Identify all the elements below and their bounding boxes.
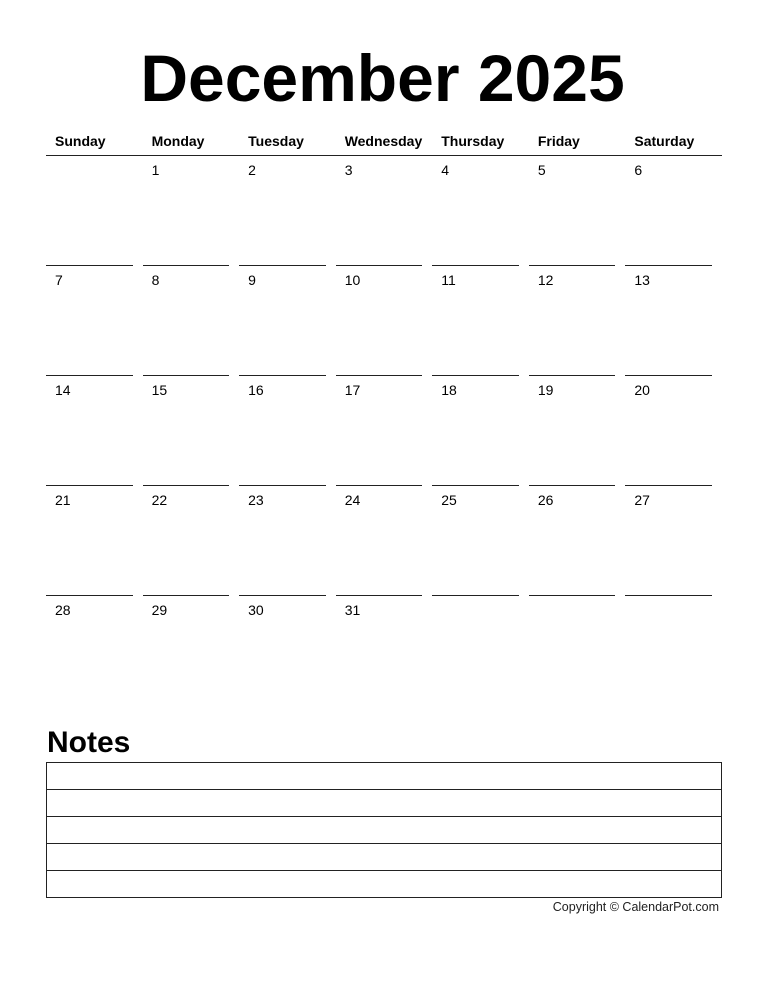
- day-cell: [625, 266, 722, 376]
- day-cell: [529, 156, 626, 266]
- day-number: 29: [151, 602, 168, 618]
- day-cell: [143, 376, 240, 486]
- day-cell: [625, 376, 722, 486]
- day-number: 25: [441, 492, 457, 508]
- day-cell: [239, 486, 336, 596]
- weekday-monday: Monday: [151, 133, 205, 149]
- day-cell: [432, 596, 529, 706]
- day-cell: [143, 266, 240, 376]
- day-cell: [239, 266, 336, 376]
- day-number: 20: [634, 382, 650, 398]
- day-cell: [432, 376, 529, 486]
- weekday-friday: Friday: [537, 133, 580, 149]
- weeks-container: [46, 156, 722, 706]
- day-cell: [625, 156, 722, 266]
- day-cell: [46, 156, 143, 266]
- day-cell: [432, 486, 529, 596]
- weekday-thursday: Thursday: [441, 133, 505, 149]
- day-cell: [46, 596, 143, 706]
- day-number: 8: [151, 272, 160, 288]
- day-cell: [432, 266, 529, 376]
- day-number: 30: [248, 602, 264, 618]
- day-cell: [625, 596, 722, 706]
- day-number: 15: [151, 382, 168, 398]
- weekday-saturday: Saturday: [634, 133, 695, 149]
- day-number: 13: [634, 272, 650, 288]
- day-number: 7: [55, 272, 63, 288]
- day-cell: [143, 486, 240, 596]
- day-number: 27: [634, 492, 650, 508]
- day-cell: [336, 266, 433, 376]
- day-number: 18: [441, 382, 457, 398]
- day-number: 4: [441, 162, 450, 178]
- notes-title: Notes: [47, 726, 131, 759]
- calendar-grid: [46, 130, 722, 706]
- day-cell: [529, 596, 626, 706]
- week-row: [46, 596, 722, 706]
- day-number: 3: [344, 162, 353, 178]
- day-number: 10: [344, 272, 361, 288]
- day-cell: [143, 156, 240, 266]
- notes-line: [47, 871, 721, 897]
- day-cell: [625, 486, 722, 596]
- day-cell: [46, 266, 143, 376]
- day-number: 19: [537, 382, 554, 398]
- day-cell: [143, 596, 240, 706]
- day-cell: [336, 156, 433, 266]
- day-cell: [529, 266, 626, 376]
- notes-line: [47, 763, 721, 790]
- day-number: 1: [151, 162, 160, 178]
- day-cell: [336, 486, 433, 596]
- weekday-tuesday: Tuesday: [248, 133, 304, 149]
- day-number: 23: [248, 492, 264, 508]
- page-title: December 2025: [140, 41, 625, 115]
- week-row: [46, 156, 722, 266]
- day-cell: [432, 156, 529, 266]
- day-cell: [529, 376, 626, 486]
- day-cell: [239, 156, 336, 266]
- day-cell: [239, 596, 336, 706]
- day-number: 31: [344, 602, 361, 618]
- day-number: 12: [537, 272, 554, 288]
- copyright-text: Copyright © CalendarPot.com: [552, 900, 719, 914]
- week-row: [46, 486, 722, 596]
- day-number: 14: [55, 382, 71, 398]
- weekday-header: [46, 130, 722, 156]
- day-number: 11: [441, 272, 456, 288]
- day-number: 28: [55, 602, 71, 618]
- notes-line: [47, 817, 721, 844]
- day-number: 24: [344, 492, 361, 508]
- notes-line: [47, 844, 721, 871]
- week-row: [46, 376, 722, 486]
- day-cell: [46, 486, 143, 596]
- week-row: [46, 266, 722, 376]
- day-cell: [46, 376, 143, 486]
- day-cell: [529, 486, 626, 596]
- weekday-sunday: Sunday: [55, 133, 106, 149]
- day-number: 16: [248, 382, 264, 398]
- day-number: 5: [537, 162, 546, 178]
- day-cell: [336, 596, 433, 706]
- weekday-wednesday: Wednesday: [344, 133, 423, 149]
- day-number: 17: [344, 382, 361, 398]
- notes-line: [47, 790, 721, 817]
- day-number: 9: [248, 272, 256, 288]
- day-number: 21: [55, 492, 71, 508]
- day-cell: [336, 376, 433, 486]
- notes-box: [46, 762, 722, 898]
- day-cell: [239, 376, 336, 486]
- day-number: 26: [537, 492, 554, 508]
- day-number: 2: [248, 162, 256, 178]
- day-number: 6: [634, 162, 643, 178]
- day-number: 22: [151, 492, 168, 508]
